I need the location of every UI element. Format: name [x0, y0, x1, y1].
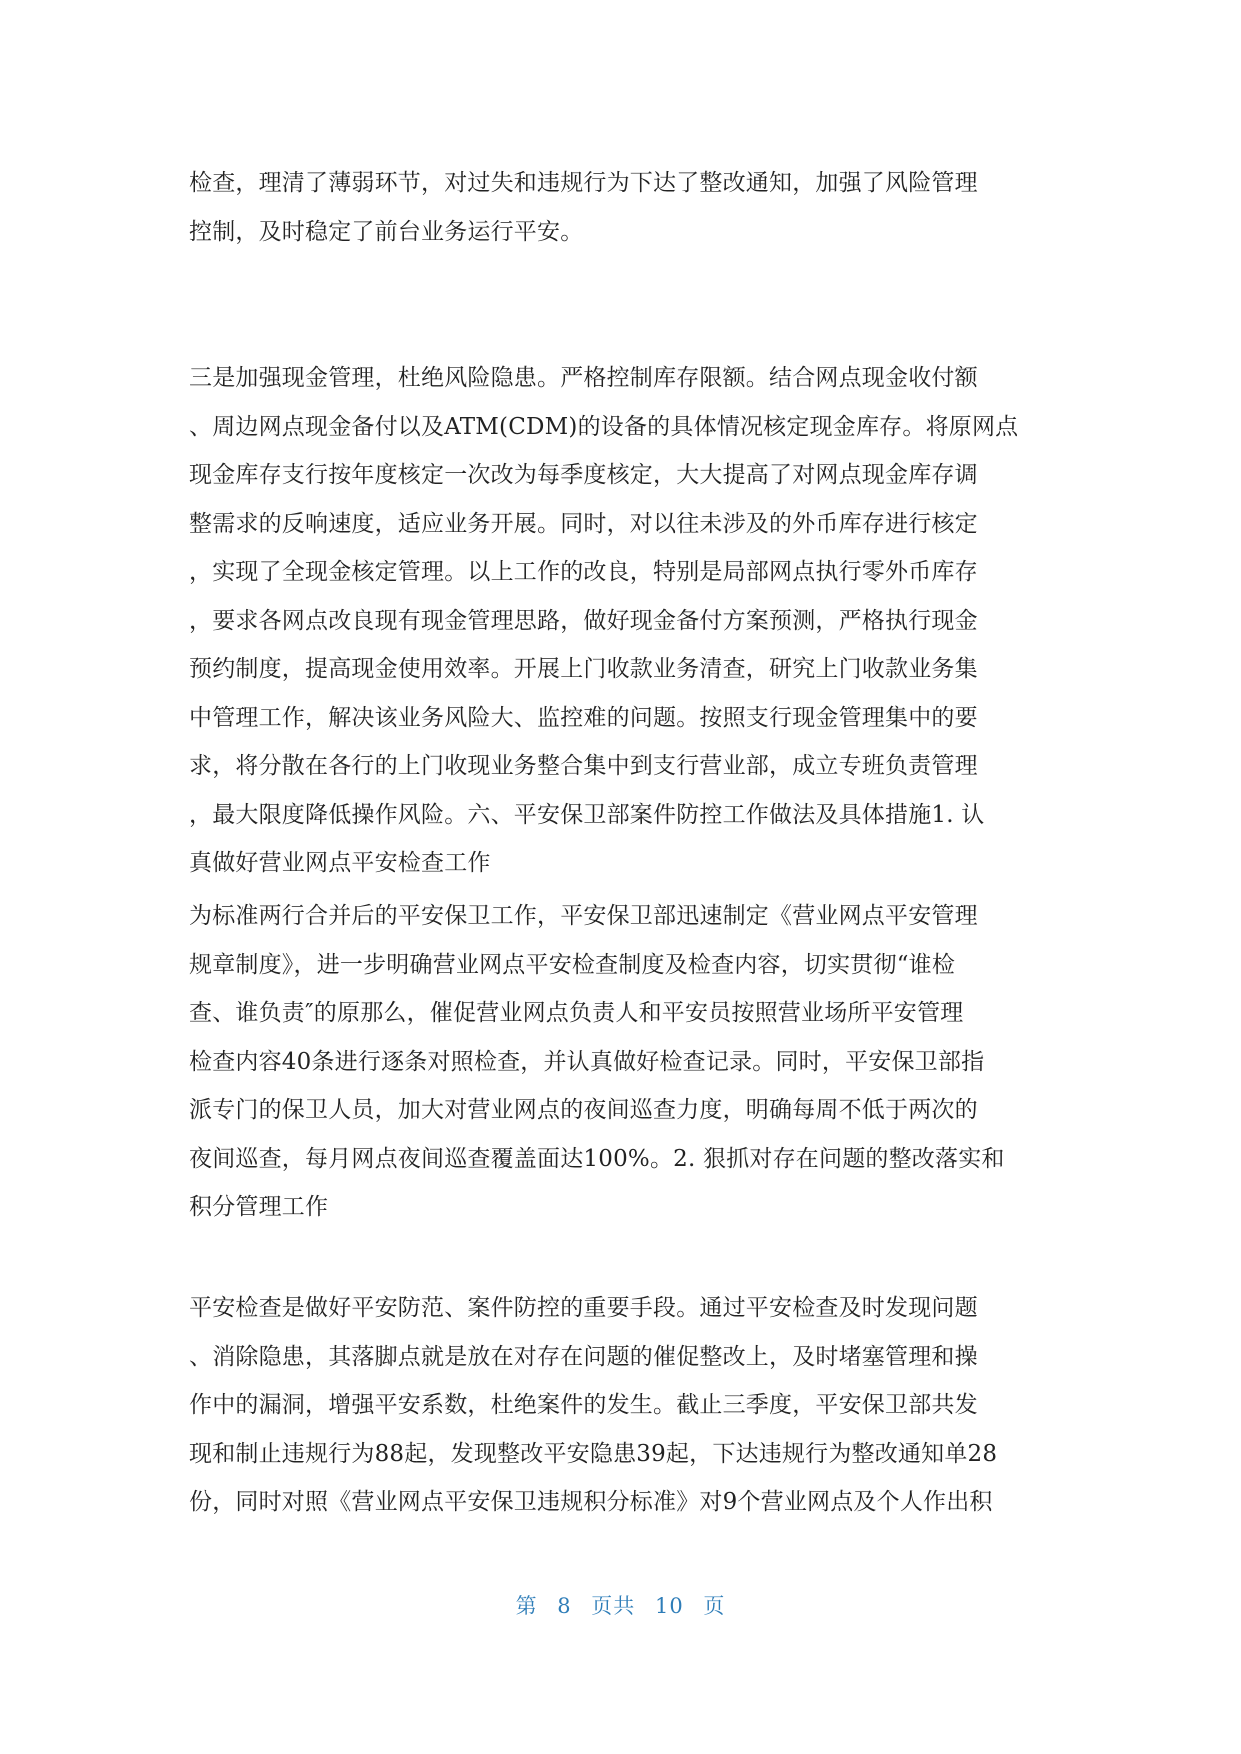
text-line: 求，将分散在各行的上门收现业务整合集中到支行营业部，成立专班负责管理	[189, 753, 978, 779]
text-line: ，要求各网点改良现有现金管理思路，做好现金备付方案预测，严格执行现金	[189, 607, 978, 634]
text-line: 现金库存支行按年度核定一次改为每季度核定，大大提高了对网点现金库存调	[189, 462, 978, 488]
text-line: 检查，理清了薄弱环节，对过失和违规行为下达了整改通知，加强了风险管理	[189, 170, 978, 196]
text-line: 中管理工作，解决该业务风险大、监控难的问题。按照支行现金管理集中的要	[189, 704, 978, 731]
text-line: 派专门的保卫人员，加大对营业网点的夜间巡查力度，明确每周不低于两次的	[189, 1097, 978, 1123]
paragraph-4	[189, 1284, 1049, 1527]
text-line: 三是加强现金管理，杜绝风险隐患。严格控制库存限额。结合网点现金收付额	[189, 365, 978, 391]
text-line: 、消除隐患，其落脚点就是放在对存在问题的催促整改上，及时堵塞管理和操	[189, 1343, 978, 1370]
text-line: 作中的漏洞，增强平安系数，杜绝案件的发生。截止三季度，平安保卫部共发	[189, 1392, 978, 1418]
text-line: 规章制度》，进一步明确营业网点平安检查制度及检查内容，切实贯彻“谁检	[189, 951, 956, 978]
text-line: 真做好营业网点平安检查工作	[189, 850, 491, 876]
text-line: 积分管理工作	[189, 1194, 329, 1220]
text-line: 现和制止违规行为88起，发现整改平安隐患39起，下达违规行为整改通知单28	[189, 1440, 998, 1467]
paragraph-3	[189, 892, 1049, 1232]
text-line: ，最大限度降低操作风险。六、平安保卫部案件防控工作做法及具体措施1. 认	[189, 801, 985, 828]
page-number-footer: 第 8 页共 10 页	[515, 1594, 726, 1618]
text-line: ，实现了全现金核定管理。以上工作的改良，特别是局部网点执行零外币库存	[189, 559, 978, 585]
text-line: 为标准两行合并后的平安保卫工作，平安保卫部迅速制定《营业网点平安管理	[189, 903, 978, 929]
text-line: 平安检查是做好平安防范、案件防控的重要手段。通过平安检查及时发现问题	[189, 1295, 978, 1321]
text-line: 整需求的反响速度，适应业务开展。同时，对以往未涉及的外币库存进行核定	[189, 510, 978, 537]
paragraph-2	[189, 354, 1049, 888]
text-line: 夜间巡查，每月网点夜间巡查覆盖面达100%。2. 狠抓对存在问题的整改落实和	[189, 1145, 1005, 1172]
text-line: 查、谁负责″的原那么，催促营业网点负责人和平安员按照营业场所平安管理	[189, 1000, 964, 1026]
text-line: 检查内容40条进行逐条对照检查，并认真做好检查记录。同时，平安保卫部指	[189, 1048, 985, 1075]
text-line: 预约制度，提高现金使用效率。开展上门收款业务清查，研究上门收款业务集	[189, 656, 978, 682]
text-line: 控制，及时稳定了前台业务运行平安。	[189, 218, 584, 245]
paragraph-1	[189, 159, 1049, 256]
text-line: 份，同时对照《营业网点平安保卫违规积分标准》对9个营业网点及个人作出积	[189, 1489, 993, 1515]
text-line: 、周边网点现金备付以及ATM(CDM)的设备的具体情况核定现金库存。将原网点	[189, 413, 1019, 440]
